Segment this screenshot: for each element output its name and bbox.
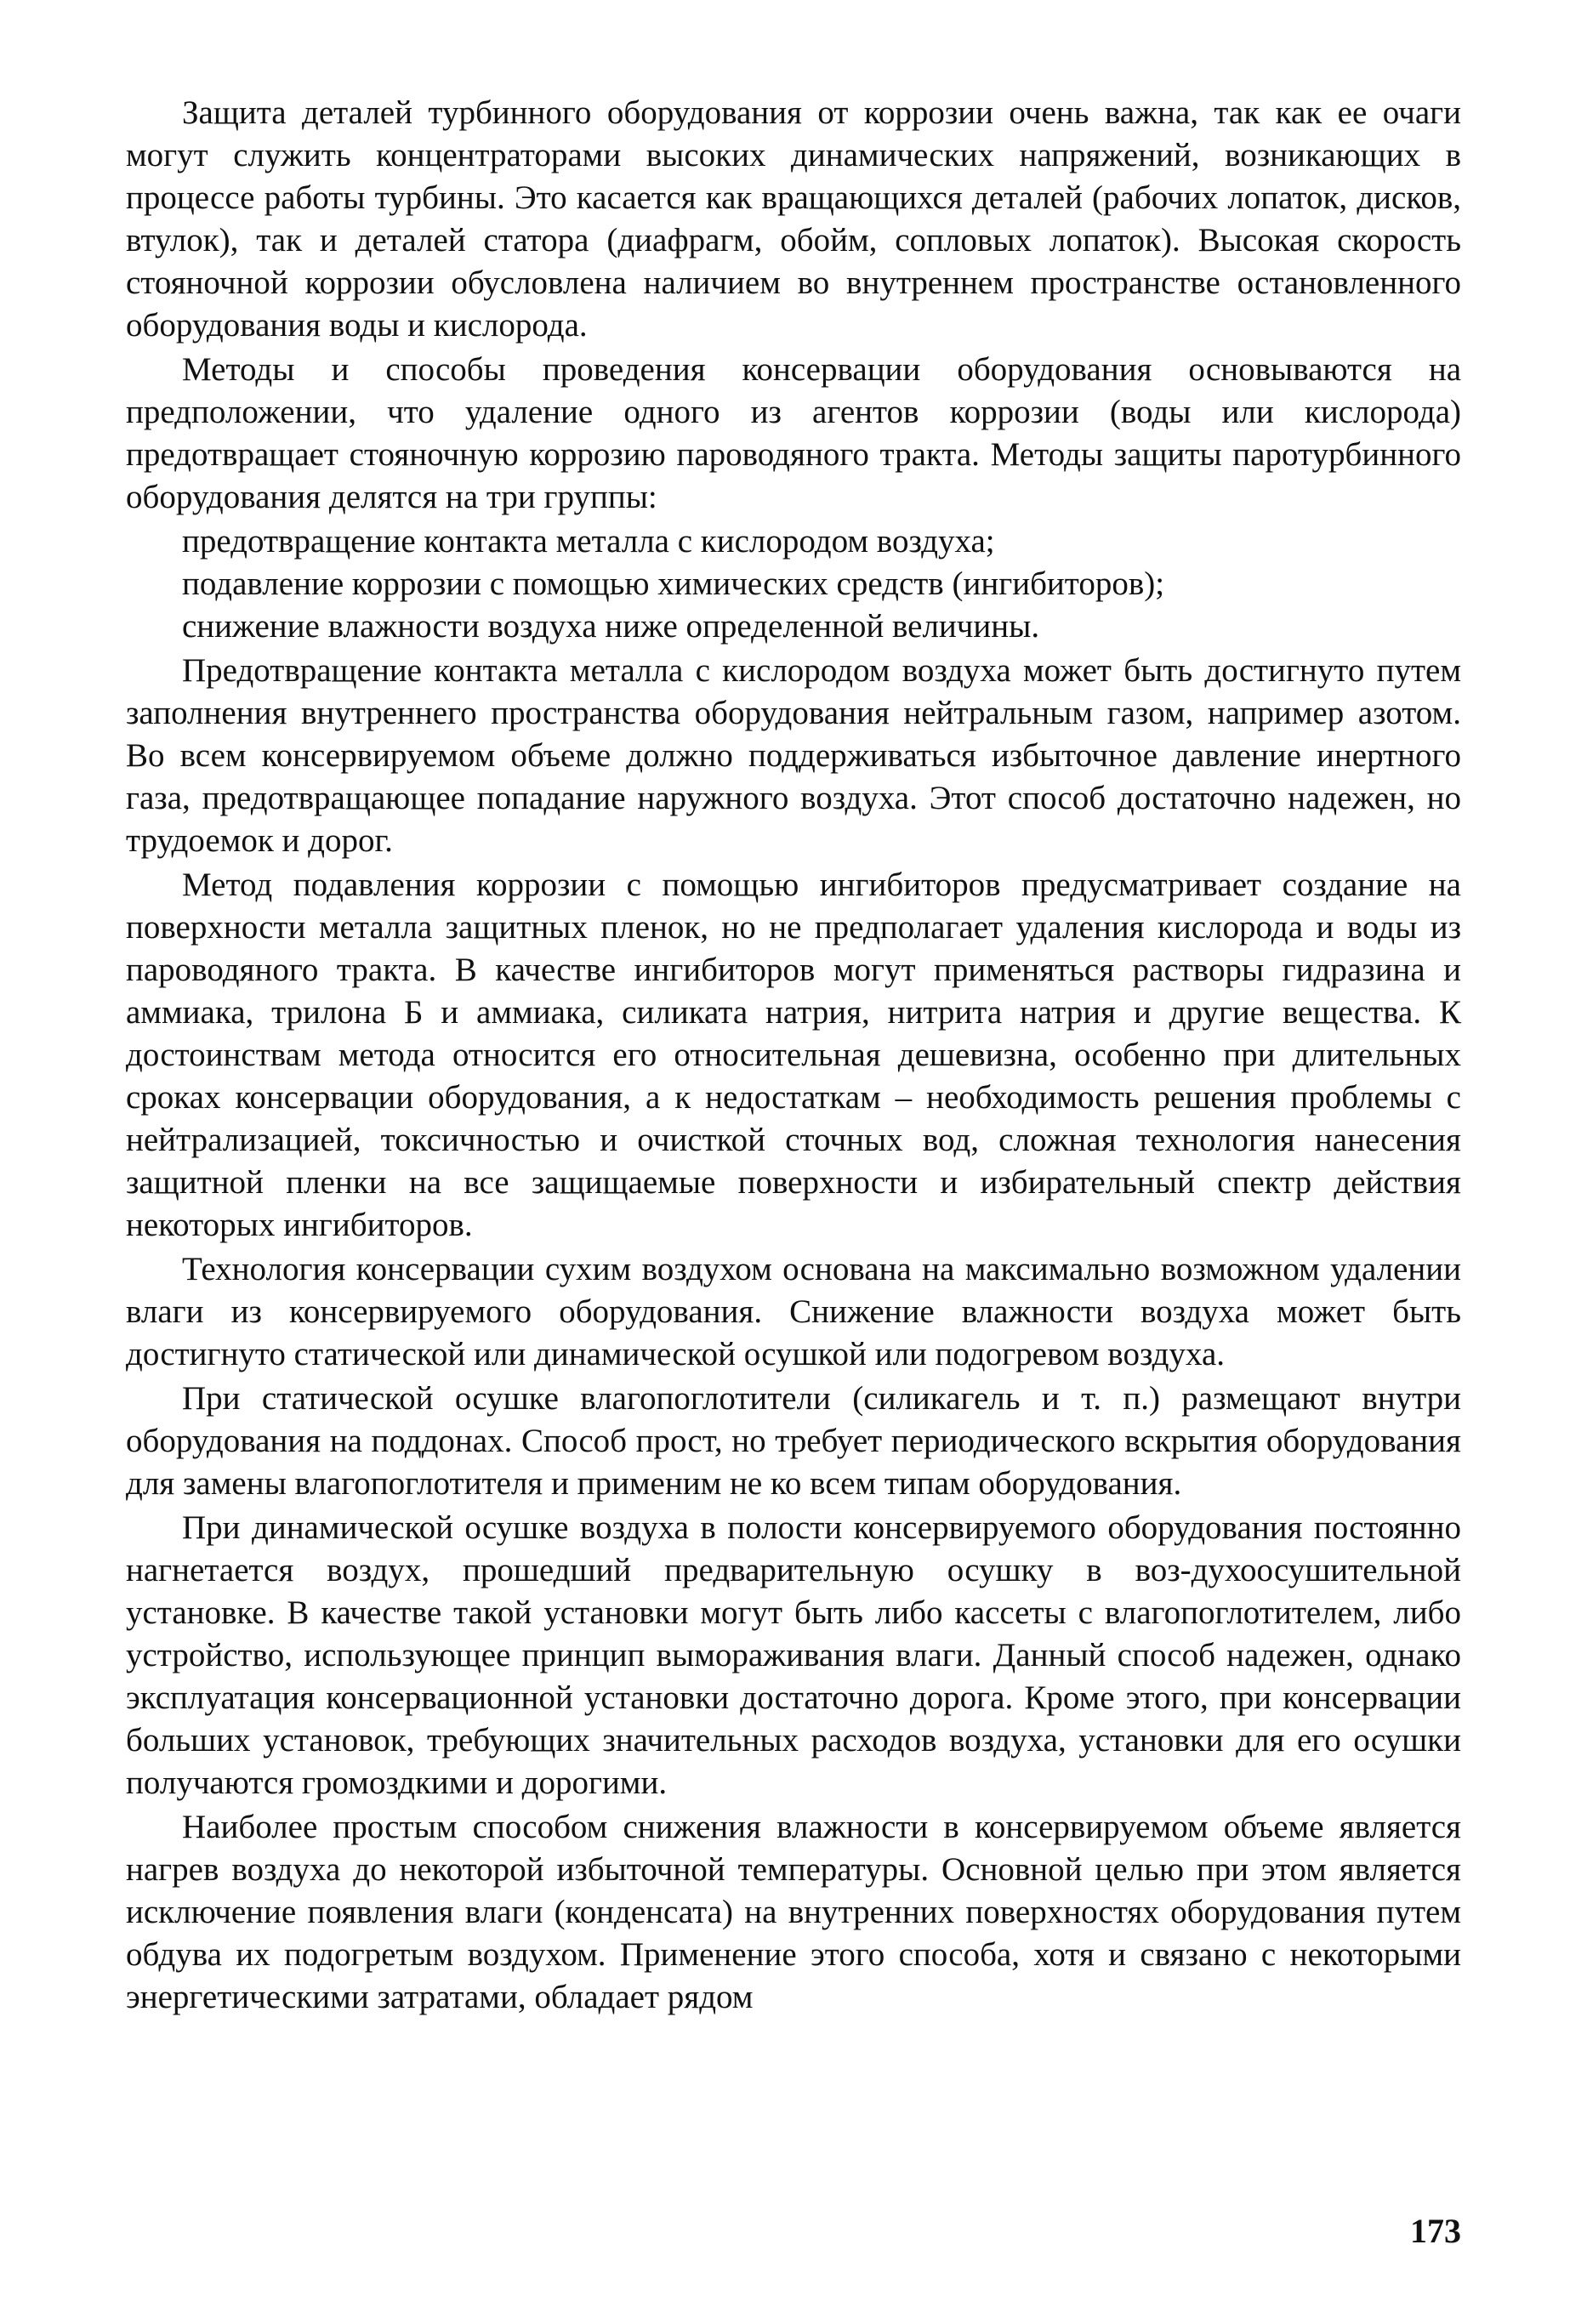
list-item-humidity: снижение влажности воздуха ниже определенной величины. (182, 608, 1040, 645)
paragraph-dry-air: Технология консервации сухим воздухом основана на максимально возможном удалении влаги из консервируемого оборудования. Снижение влажности воздуха может быть достигнуто статической или динамической осушкой или подогревом воздуха. (126, 1251, 1461, 1372)
list-item-inhibitors: подавление коррозии с помощью химических средств (ингибиторов); (182, 565, 1165, 602)
paragraph-dynamic-drying: При динамической осушке воздуха в полости консервируемого оборудования постоянно нагнетается воздух, прошедший предварительную осушку в воз-духоосушительной установке. В качестве такой установки могут быть либо кассеты с влагопоглотителем, либо устройство, использующее принцип вымораживания влаги. Данный способ надежен, однако эксплуатация консервационной установки достаточно дорога. Кроме этого, при консервации больших установок, требующих значительных расходов воздуха, установки для его осушки получаются громоздкими и дорогими. (126, 1509, 1461, 1801)
paragraph-inhibitor-method: Метод подавления коррозии с помощью ингибиторов предусматривает создание на поверхности металла защитных пленок, но не предполагает удаления кислорода и воды из пароводяного тракта. В качестве ингибиторов могут применяться растворы гидразина и аммиака, трилона Б и аммиака, силиката натрия, нитрита натрия и другие вещества. К достоинствам метода относится его относительная дешевизна, особенно при длительных сроках консервации оборудования, а к недостаткам – необходимость решения проблемы с нейтрализацией, токсичностью и очисткой сточных вод, сложная технология нанесения защитной пленки на все защищаемые поверхности и избирательный спектр действия некоторых ингибиторов. (126, 867, 1461, 1243)
list-item-oxygen-contact: предотвращение контакта металла с кислородом воздуха; (182, 523, 995, 560)
paragraph-conservation-methods: Методы и способы проведения консервации оборудования основываются на предположении, что удаление одного из агентов коррозии (воды или кислорода) предотвращает стояночную коррозию пароводяного тракта. Методы защиты паротурбинного оборудования делятся на три группы: (126, 351, 1461, 515)
paragraph-inert-gas: Предотвращение контакта металла с кислородом воздуха может быть достигнуто путем заполнения внутреннего пространства оборудования нейтральным газом, например азотом. Во всем консервируемом объеме должно поддерживаться избыточное давление инертного газа, предотвращающее попадание наружного воздуха. Этот способ достаточно надежен, но трудоемок и дорог. (126, 652, 1461, 859)
paragraph-corrosion-importance: Защита деталей турбинного оборудования от коррозии очень важна, так как ее очаги могут служить концентраторами высоких динамических напряжений, возникающих в процессе работы турбины. Это касается как вращающихся деталей (рабочих лопаток, дисков, втулок), так и деталей статора (диафрагм, обойм, сопловых лопаток). Высокая скорость стояночной коррозии обусловлена наличием во внутреннем пространстве остановленного оборудования воды и кислорода. (126, 94, 1461, 344)
paragraph-static-drying: При статической осушке влагопоглотители (силикагель и т. п.) размещают внутри оборудования на поддонах. Способ прост, но требует периодического вскрытия оборудования для замены влагопоглотителя и применим не ко всем типам оборудования. (126, 1380, 1461, 1502)
document-page (126, 92, 1461, 2303)
page-number: 173 (1410, 2212, 1461, 2250)
paragraph-air-heating: Наиболее простым способом снижения влажности в консервируемом объеме является нагрев воздуха до некоторой избыточной температуры. Основной целью при этом является исключение появления влаги (конденсата) на внутренних поверхностях оборудования путем обдува их подогретым воздухом. Применение этого способа, хотя и связано с некоторыми энергетическими затратами, обладает рядом (126, 1809, 1461, 2015)
